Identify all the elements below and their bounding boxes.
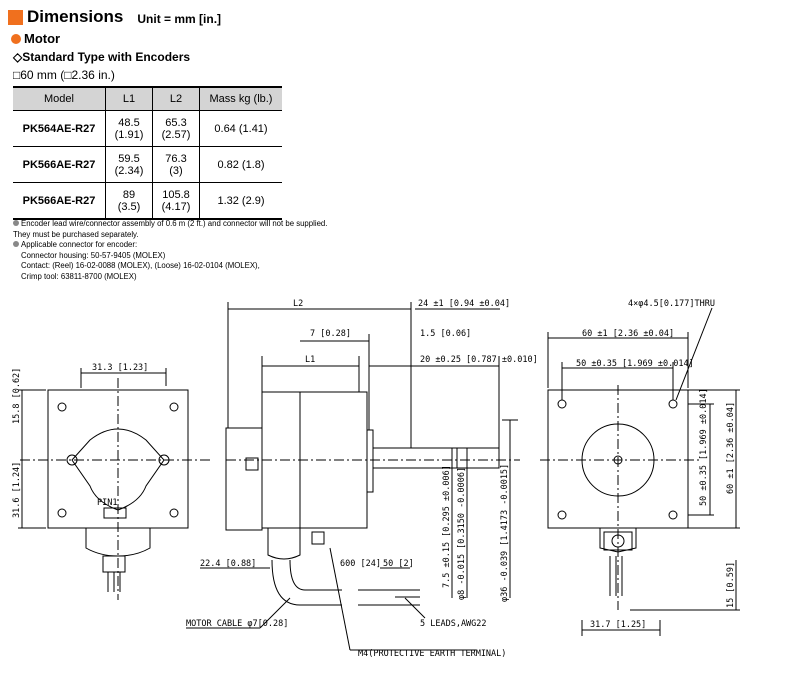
cell-mass: 1.32 (2.9) <box>200 183 283 220</box>
dim-60: 60 ±1 [2.36 ±0.04] <box>582 329 675 339</box>
cell-model: PK566AE-R27 <box>13 147 106 183</box>
dim-1-5: 1.5 [0.06] <box>420 329 472 339</box>
note-1: Encoder lead wire/connector assembly of 0.6 m (2 ft.) and connector will not be supplied. <box>21 219 328 228</box>
cell-l2: 65.3 (2.57) <box>153 111 200 147</box>
dim-50-vertical: 50 ±0.35 [1.969 ±0.014] <box>699 388 709 506</box>
dim-24: 24 ±1 [0.94 ±0.04] <box>418 299 511 309</box>
page-title: Dimensions <box>27 7 124 26</box>
cell-l1: 59.5 (2.34) <box>106 147 153 183</box>
cell-l2: 105.8 (4.17) <box>153 183 200 220</box>
frame-size: □60 mm (□2.36 in.) <box>13 68 115 82</box>
dim-31-6: 31.6 [1.24] <box>12 461 22 518</box>
front-view <box>540 308 740 636</box>
dim-22-4: 22.4 [0.88] <box>200 559 257 569</box>
cell-mass: 0.82 (1.8) <box>200 147 283 183</box>
dim-l2: L2 <box>293 299 304 309</box>
cell-l1: 89 (3.5) <box>106 183 153 220</box>
col-l2: L2 <box>153 87 200 111</box>
pin1-label: PIN1 <box>97 498 118 508</box>
note-2: Applicable connector for encoder: <box>21 240 138 250</box>
cell-mass: 0.64 (1.41) <box>200 111 283 147</box>
leads-label: 5 LEADS,AWG22 <box>420 619 487 629</box>
dim-31-7: 31.7 [1.25] <box>590 620 647 630</box>
col-mass: Mass kg (lb.) <box>200 87 283 111</box>
note-1b: They must be purchased separately. <box>13 229 139 239</box>
cell-model: PK564AE-R27 <box>13 111 106 147</box>
rear-view <box>18 368 210 600</box>
m4-label: M4(PROTECTIVE EARTH TERMINAL) <box>358 649 507 659</box>
dim-15-8: 15.8 [0.62] <box>12 367 22 424</box>
dim-7-5: 7.5 ±0.15 [0.295 ±0.006] <box>442 465 452 588</box>
cell-model: PK566AE-R27 <box>13 183 106 220</box>
note-2b: Contact: (Reel) 16-02-0088 (MOLEX), (Loose) 16-02-0104 (MOLEX), <box>21 261 260 271</box>
note-2c: Crimp tool: 63811-8700 (MOLEX) <box>21 271 137 281</box>
dim-15: 15 [0.59] <box>726 561 736 608</box>
col-l1: L1 <box>106 87 153 111</box>
dim-36: φ36 -0.039 [1.4173 -0.0015] <box>500 463 510 602</box>
dim-20: 20 ±0.25 [0.787 ±0.010] <box>420 355 538 365</box>
note-2a: Connector housing: 50-57-9405 (MOLEX) <box>21 250 166 260</box>
holes-label: 4×φ4.5[0.177]THRU <box>628 299 715 309</box>
col-model: Model <box>13 87 106 111</box>
dim-60-vertical: 60 ±1 [2.36 ±0.04] <box>726 401 736 494</box>
cell-l2: 76.3 (3) <box>153 147 200 183</box>
cell-l1: 48.5 (1.91) <box>106 111 153 147</box>
unit-label: Unit = mm [in.] <box>137 11 222 26</box>
section-title: Motor <box>24 31 61 46</box>
dim-31-3: 31.3 [1.23] <box>92 363 149 373</box>
subsection-title: ◇Standard Type with Encoders <box>13 50 191 64</box>
motor-cable-label: MOTOR CABLE φ7[0.28] <box>186 619 289 629</box>
dim-8: φ8 -0.015 [0.3150 -0.0006] <box>457 466 467 600</box>
dim-600: 600 [24] <box>340 559 381 569</box>
dim-7: 7 [0.28] <box>310 329 351 339</box>
dim-50: 50 [2] <box>383 559 414 569</box>
dim-l1: L1 <box>305 355 316 365</box>
dim-50-35: 50 ±0.35 [1.969 ±0.014] <box>576 359 694 369</box>
